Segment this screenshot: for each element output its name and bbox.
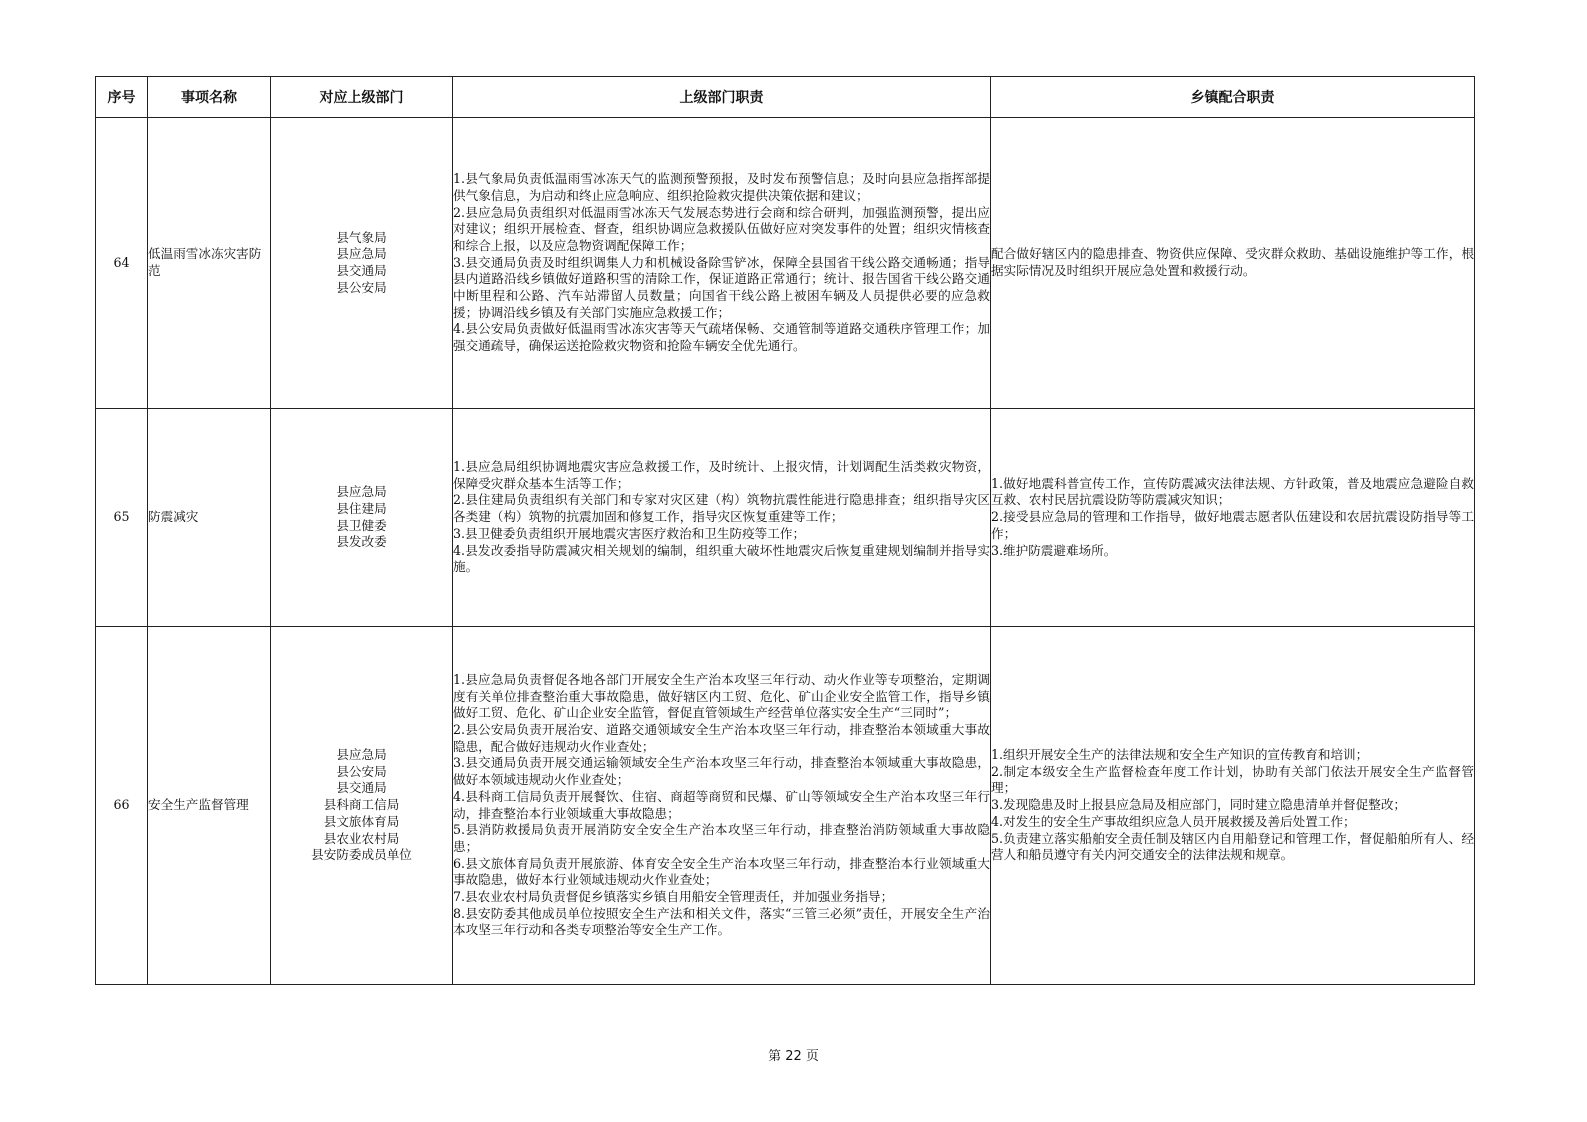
header-name: 事项名称: [148, 77, 271, 118]
dept-item: 县交通局: [336, 263, 387, 278]
coop-item: 1.组织开展安全生产的法律法规和安全生产知识的宣传教育和培训；: [991, 747, 1369, 763]
responsibility-table: [95, 76, 1475, 985]
coop-item: 5.负责建立落实船舶安全责任制及辖区内自用船登记和管理工作，督促船舶所有人、经营人和船员遵守有关内河交通安全的法律法规和规章。: [991, 830, 1474, 863]
row-number: 66: [96, 627, 148, 985]
table-header-row: [96, 77, 1475, 118]
dept-list: [271, 409, 453, 627]
township-duties: [991, 118, 1475, 409]
item-name: 防震减灾: [148, 409, 271, 627]
duty-item: 2.县应急局负责组织对低温雨雪冰冻天气发展态势进行会商和综合研判，加强监测预警，提出应对建议；组织开展检查、督查，组织协调应急救援队伍做好应对突发事件的处置；组织灾情核查和综合上报，以及应急物资调配保障工作；: [453, 204, 990, 253]
coop-item: 4.对发生的安全生产事故组织应急人员开展救援及善后处置工作；: [991, 813, 1356, 829]
duty-item: 4.县公安局负责做好低温雨雪冰冻灾害等天气疏堵保畅、交通管制等道路交通秩序管理工作；加强交通疏导，确保运送抢险救灾物资和抢险车辆安全优先通行。: [453, 321, 990, 354]
township-duties: [991, 627, 1475, 985]
coop-item: 3.维护防震避难场所。: [991, 542, 1117, 558]
duty-item: 8.县安防委其他成员单位按照安全生产法和相关文件，落实“三管三必须”责任，开展安全生产治本攻坚三年行动和各类专项整治等安全生产工作。: [453, 905, 990, 938]
dept-item: 县公安局: [336, 763, 387, 779]
duty-item: 1.县应急局负责督促各地各部门开展安全生产治本攻坚三年行动、动火作业等专项整治，定期调度有关单位排查整治重大事故隐患，做好辖区内工贸、危化、矿山企业安全监管工作，指导乡镇做好工贸、危化、矿山企业安全监管，督促直管领域生产经营单位落实安全生产“三同时”；: [453, 671, 990, 721]
header-num: 序号: [96, 77, 148, 118]
dept-list: [271, 627, 453, 985]
dept-item: 县应急局: [336, 747, 387, 763]
coop-item: 2.制定本级安全生产监督检查年度工作计划，协助有关部门依法开展安全生产监督管理；: [991, 763, 1474, 796]
duty-item: 3.县交通局负责及时组织调集人力和机械设备除雪铲冰，保障全县国省干线公路交通畅通；指导县内道路沿线乡镇做好道路积雪的清除工作，保证道路正常通行；统计、报告国省干线公路交通中断里程和公路、汽车站滞留人员数量；向国省干线公路上被困车辆及人员提供必要的应急救援；协调沿线乡镇及有关部门实施应急救援工作；: [453, 254, 990, 320]
duty-item: 3.县卫健委负责组织开展地震灾害医疗救治和卫生防疫等工作；: [453, 525, 806, 541]
duty-item: 1.县应急局组织协调地震灾害应急救援工作，及时统计、上报灾情，计划调配生活类救灾物资，保障受灾群众基本生活等工作；: [453, 459, 990, 491]
row-number: 65: [96, 409, 148, 627]
dept-item: 县交通局: [336, 780, 387, 796]
superior-duties: [453, 118, 991, 409]
coop-item: 配合做好辖区内的隐患排查、物资供应保障、受灾群众救助、基础设施维护等工作，根据实际情况及时组织开展应急处置和救援行动。: [991, 246, 1474, 278]
coop-item: 2.接受县应急局的管理和工作指导，做好地震志愿者队伍建设和农居抗震设防指导等工作；: [991, 509, 1474, 541]
page-number: 第 22 页: [768, 1049, 819, 1064]
item-name: 低温雨雪冰冻灾害防范: [148, 118, 271, 409]
dept-list: [271, 118, 453, 409]
duty-item: 2.县住建局负责组织有关部门和专家对灾区建（构）筑物抗震性能进行隐患排查；组织指导灾区各类建（构）筑物的抗震加固和修复工作，指导灾区恢复重建等工作；: [453, 492, 990, 525]
duty-item: 7.县农业农村局负责督促乡镇落实乡镇自用船安全管理责任，并加强业务指导；: [453, 889, 894, 905]
dept-item: 县科商工信局: [323, 797, 400, 813]
table-row: [96, 627, 1475, 985]
township-duties: [991, 409, 1475, 627]
dept-item: 县住建局: [336, 500, 387, 516]
superior-duties: [453, 409, 991, 627]
duty-item: 1.县气象局负责低温雨雪冰冻天气的监测预警预报，及时发布预警信息；及时向县应急指挥部提供气象信息，为启动和终止应急响应、组织抢险救灾提供决策依据和建议；: [453, 171, 990, 203]
dept-item: 县应急局: [336, 484, 387, 500]
duty-item: 4.县发改委指导防震减灾相关规划的编制，组织重大破坏性地震灾后恢复重建规划编制并指导实施。: [453, 542, 990, 575]
header-coop: 乡镇配合职责: [991, 77, 1475, 118]
coop-item: 3.发现隐患及时上报县应急局及相应部门，同时建立隐患清单并督促整改；: [991, 797, 1407, 813]
table-row: [96, 409, 1475, 627]
dept-item: 县卫健委: [336, 517, 387, 533]
dept-item: 县安防委成员单位: [311, 847, 412, 863]
dept-item: 县公安局: [336, 279, 387, 295]
duty-item: 4.县科商工信局负责开展餐饮、住宿、商超等商贸和民爆、矿山等领域安全生产治本攻坚三年行动，排查整治本行业领域重大事故隐患；: [453, 788, 990, 821]
dept-item: 县应急局: [336, 246, 387, 262]
row-number: 64: [96, 118, 148, 409]
duty-item: 3.县交通局负责开展交通运输领域安全生产治本攻坚三年行动，排查整治本领域重大事故隐患，做好本领域违规动火作业查处；: [453, 755, 990, 788]
table-row: [96, 118, 1475, 409]
header-duties: 上级部门职责: [453, 77, 991, 118]
header-depts: 对应上级部门: [271, 77, 453, 118]
dept-item: 县农业农村局: [323, 830, 400, 846]
duty-item: 2.县公安局负责开展治安、道路交通领域安全生产治本攻坚三年行动，排查整治本领域重大事故隐患，配合做好违规动火作业查处；: [453, 721, 990, 754]
dept-item: 县文旅体育局: [323, 813, 400, 829]
superior-duties: [453, 627, 991, 985]
item-name: 安全生产监督管理: [148, 627, 271, 985]
dept-item: 县发改委: [336, 534, 387, 550]
dept-item: 县气象局: [336, 229, 387, 245]
duty-item: 5.县消防救援局负责开展消防安全安全生产治本攻坚三年行动，排查整治消防领域重大事故隐患；: [453, 822, 990, 854]
duty-item: 6.县文旅体育局负责开展旅游、体育安全安全生产治本攻坚三年行动，排查整治本行业领域重大事故隐患，做好本行业领域违规动火作业查处；: [453, 855, 990, 888]
coop-item: 1.做好地震科普宣传工作，宣传防震减灾法律法规、方针政策，普及地震应急避险自救互救、农村民居抗震设防等防震减灾知识；: [991, 475, 1474, 508]
